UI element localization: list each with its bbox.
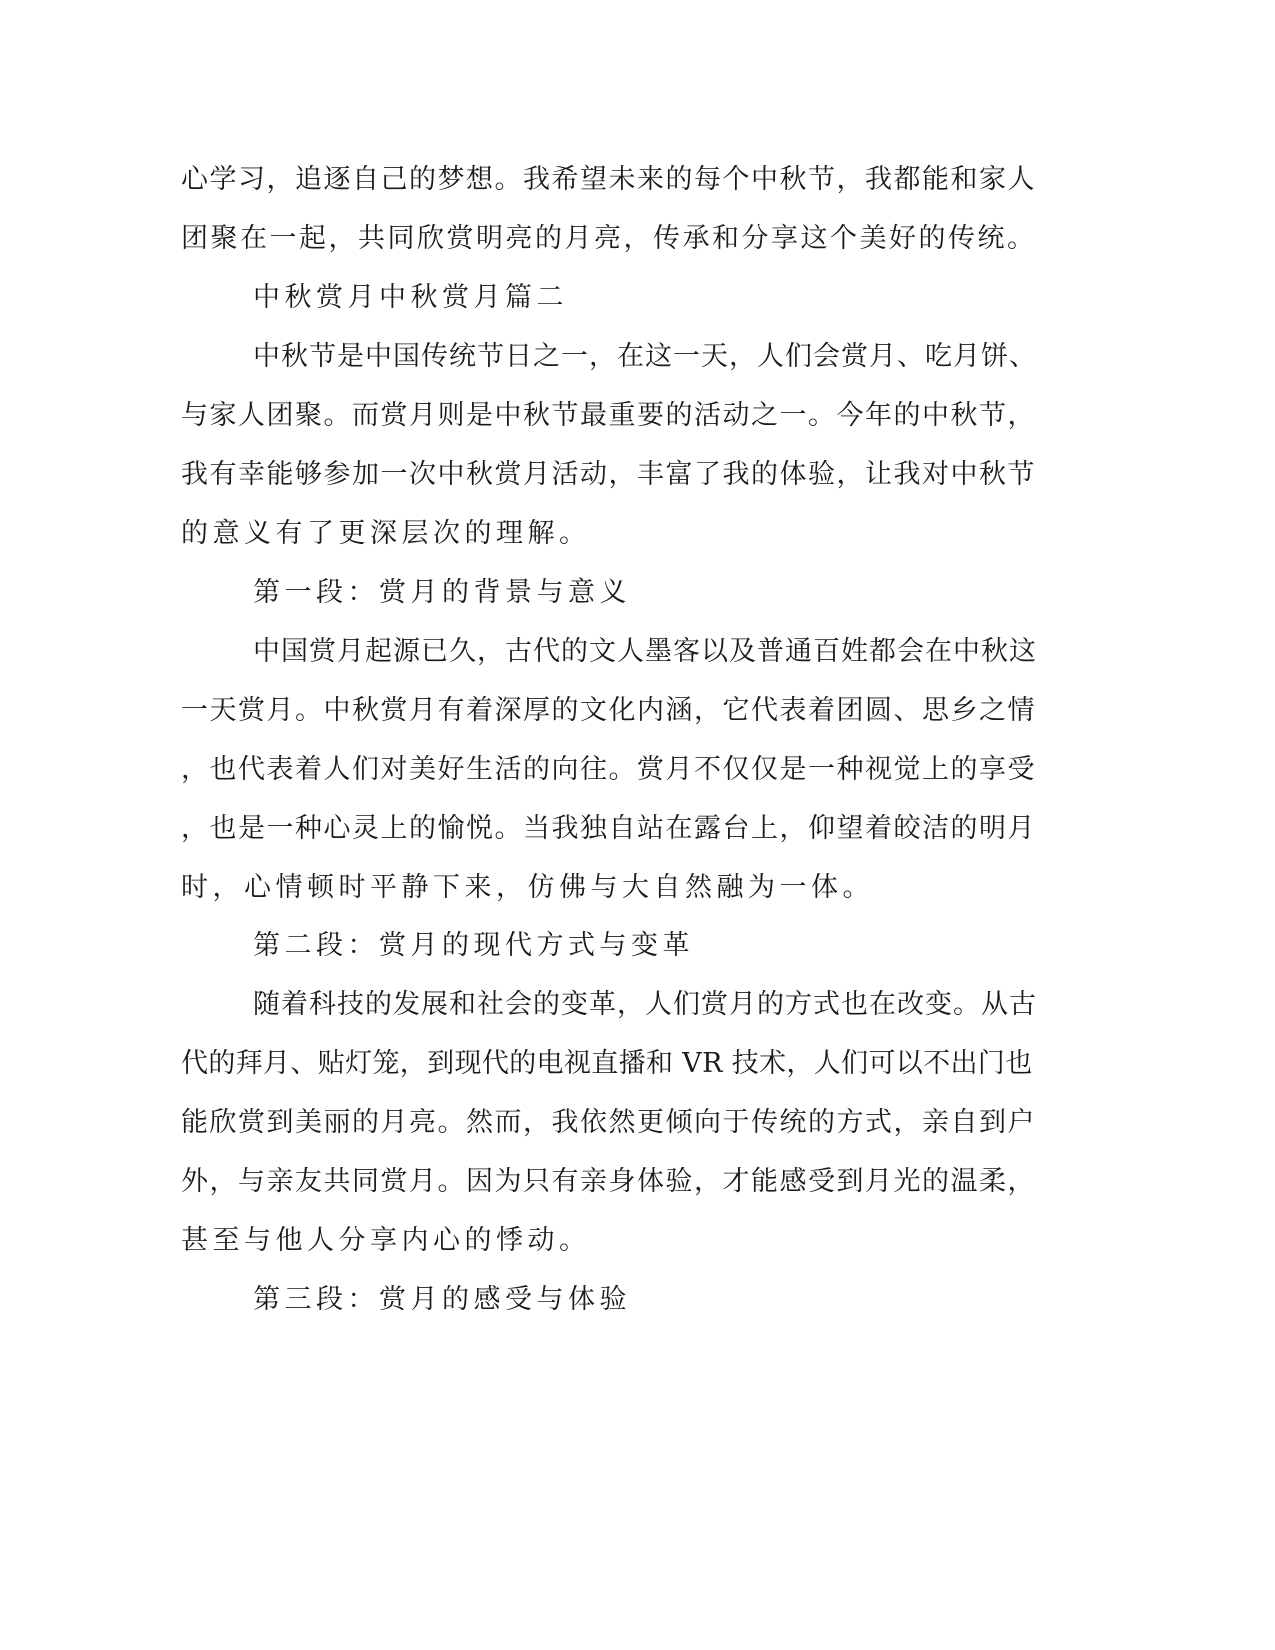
text-line: 中国赏月起源已久，古代的文人墨客以及普通百姓都会在中秋这 [253, 636, 1037, 667]
text-line: 我有幸能够参加一次中秋赏月活动，丰富了我的体验，让我对中秋节 [181, 459, 1036, 490]
section-heading: 第三段：赏月的感受与体验 [253, 1284, 631, 1315]
section-heading: 第一段：赏月的背景与意义 [253, 577, 631, 608]
text-line: 的意义有了更深层次的理解。 [181, 518, 591, 549]
text-line: ，也是一种心灵上的愉悦。当我独自站在露台上，仰望着皎洁的明月 [181, 813, 1036, 844]
text-line: 甚至与他人分享内心的悸动。 [181, 1225, 591, 1256]
text-line: 时，心情顿时平静下来，仿佛与大自然融为一体。 [181, 872, 874, 903]
text-line: ，也代表着人们对美好生活的向往。赏月不仅仅是一种视觉上的享受 [181, 754, 1036, 785]
text-line: 团聚在一起，共同欣赏明亮的月亮，传承和分享这个美好的传统。 [181, 223, 1037, 254]
text-line: 外，与亲友共同赏月。因为只有亲身体验，才能感受到月光的温柔， [181, 1166, 1036, 1197]
text-line: 中秋节是中国传统节日之一，在这一天，人们会赏月、吃月饼、 [253, 341, 1037, 372]
text-line: 能欣赏到美丽的月亮。然而，我依然更倾向于传统的方式，亲自到户 [181, 1107, 1036, 1138]
text-line: 随着科技的发展和社会的变革，人们赏月的方式也在改变。从古 [253, 989, 1037, 1020]
section-heading: 中秋赏月中秋赏月篇二 [253, 282, 568, 313]
text-line: 心学习，追逐自己的梦想。我希望未来的每个中秋节，我都能和家人 [181, 164, 1036, 195]
text-line: 一天赏月。中秋赏月有着深厚的文化内涵，它代表着团圆、思乡之情 [181, 695, 1036, 726]
section-heading: 第二段：赏月的现代方式与变革 [253, 930, 694, 961]
text-line: 与家人团聚。而赏月则是中秋节最重要的活动之一。今年的中秋节， [181, 400, 1036, 431]
text-line: 代的拜月、贴灯笼，到现代的电视直播和 VR 技术，人们可以不出门也 [181, 1048, 1033, 1079]
